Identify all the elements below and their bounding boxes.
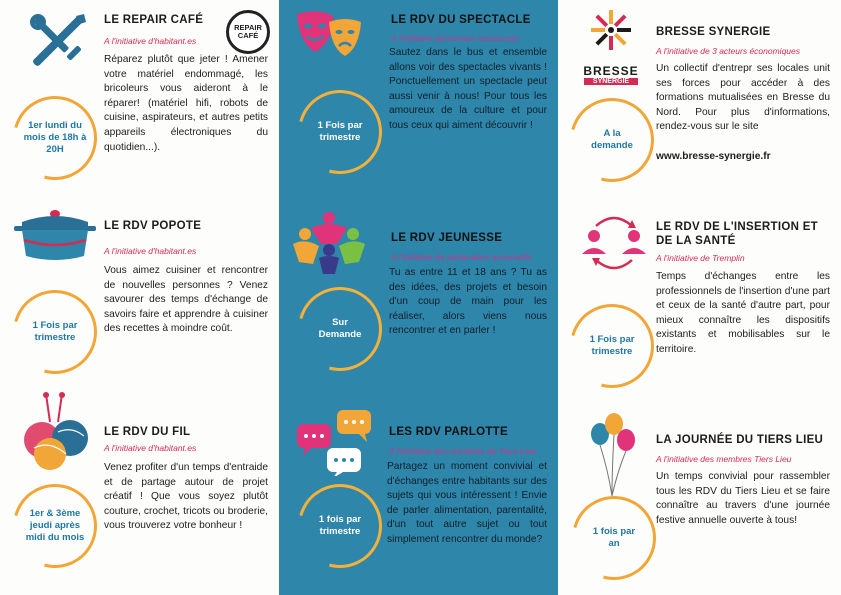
- jeunesse-subtitle: A l'initiative de partenaires associatifs: [391, 252, 532, 262]
- theater-masks-icon: [293, 8, 365, 67]
- parlotte-title: LES RDV PARLOTTE: [389, 426, 508, 438]
- insertion-frequency: 1 Fois par trimestre: [589, 334, 635, 357]
- bresse-frequency: A la demande: [591, 128, 633, 151]
- balloons-icon: [588, 410, 638, 505]
- parlotte-frequency: 1 fois par trimestre: [318, 514, 362, 537]
- tools-icon: [28, 12, 88, 75]
- popote-body: Vous aimez cuisiner et rencontrer de nouvelles personnes ? Venez savourer des temps d'échange de savoirs faire et apprendre à cuisiner des recettes à moindre coût.: [104, 265, 268, 335]
- repair-cafe-logo: [226, 10, 270, 54]
- bresse-body: Un collectif d'entrepr ses locales unit ses forces pour accéder à des formations mutualisées en Bresse du Nord. Pour plus d'informations, rendez-vous sur le site: [656, 63, 830, 133]
- popote-subtitle: A l'initiative d'habitant.es: [104, 246, 197, 256]
- spectacle-subtitle: A l'initiative personnes ressources: [391, 33, 519, 43]
- fil-frequency: 1er & 3ème jeudi après midi du mois: [25, 508, 85, 543]
- bresse-synergie-logo: [580, 10, 642, 71]
- insertion-title: LE RDV DE L'INSERTION ET DE LA SANTÉ: [656, 221, 819, 247]
- journee-frequency: 1 fois par an: [592, 526, 636, 549]
- bresse-subtitle: A l'initiative de 3 acteurs économiques: [656, 46, 800, 56]
- spectacle-body: Sautez dans le bus et ensemble allons voir des spectacles vivants ! Ponctuellement un spectacle peut aussi venir à nous! Pour tous les amoureux de la culture et pour tous ceux qui aiment découvrir !: [389, 47, 547, 131]
- cooking-pot-icon: [14, 206, 96, 267]
- bresse-logo-text: BRESSE: [583, 64, 639, 78]
- fil-body: Venez profiter d'un temps d'entraide et de partage autour de projet créatif ! Que vous soyez plutôt couture, crochet, tricots ou broderie, vous trouverez votre bonheur !: [104, 462, 268, 532]
- left-panel: [0, 0, 279, 595]
- repair-title: LE REPAIR CAFÉ: [104, 14, 204, 26]
- right-panel: [558, 0, 841, 595]
- parlotte-body: Partagez un moment convivial et d'échanges entre habitants sur des sujets qui vous intéressent ! Envie de parler alimentation, parentalité, d'un tout autre sujet ou tout simplement rencontrer du monde?: [387, 461, 547, 545]
- yarn-balls-icon: [20, 392, 92, 477]
- fil-title: LE RDV DU FIL: [104, 426, 191, 438]
- popote-title: LE RDV POPOTE: [104, 220, 202, 232]
- parlotte-subtitle: A l'initiative des membres du Tiers Lieu: [389, 446, 537, 456]
- repair-frequency: 1er lundi du mois de 18h à 20H: [23, 120, 87, 155]
- speech-bubbles-icon: [297, 410, 375, 481]
- journee-title: LA JOURNÉE DU TIERS LIEU: [656, 434, 824, 446]
- jeunesse-frequency: Sur Demande: [318, 317, 362, 340]
- people-group-icon: [291, 210, 367, 281]
- journee-subtitle: A l'initiative des membres Tiers Lieu: [656, 454, 792, 464]
- repair-subtitle: A l'initiative d'habitant.es: [104, 36, 197, 46]
- middle-panel: [279, 0, 558, 595]
- bresse-website-link[interactable]: www.bresse-synergie.fr: [656, 151, 771, 162]
- people-exchange-icon: [578, 212, 650, 279]
- spectacle-frequency: 1 Fois par trimestre: [317, 120, 363, 143]
- repair-body: Réparez plutôt que jeter ! Amener votre matériel endommagé, les bricoleurs vous aideront à le réparer! (matériel hifi, robots de cuisine, aspirateurs, et autres petits appareils électroniques du quotidien...).: [104, 54, 268, 153]
- bresse-logo-subtext: SYNERGIE: [584, 78, 638, 85]
- insertion-subtitle: A l'initiative de Tremplin: [656, 253, 745, 263]
- fil-subtitle: A l'initiative d'habitant.es: [104, 443, 197, 453]
- insertion-body: Temps d'échanges entre les professionnels de l'insertion d'une part et ceux de la santé d'autre part, pour mieux connaître les dispositifs existants et mobilisables sur le territoire.: [656, 271, 830, 355]
- jeunesse-body: Tu as entre 11 et 18 ans ? Tu as des idées, des projets et besoin d'un coup de main pour les réaliser, alors viens nous rencontrer et en parler !: [389, 267, 547, 337]
- journee-body: Un temps convivial pour rassembler tous les RDV du Tiers Lieu et se faire connaître au travers d'une journée festive annuelle ouverte à tous!: [656, 471, 830, 526]
- spectacle-title: LE RDV DU SPECTACLE: [391, 14, 531, 26]
- bresse-title: BRESSE SYNERGIE: [656, 26, 771, 38]
- popote-frequency: 1 Fois par trimestre: [32, 320, 78, 343]
- jeunesse-title: LE RDV JEUNESSE: [391, 232, 503, 244]
- repair-cafe-logo-text: REPAIR CAFÉ: [234, 23, 262, 40]
